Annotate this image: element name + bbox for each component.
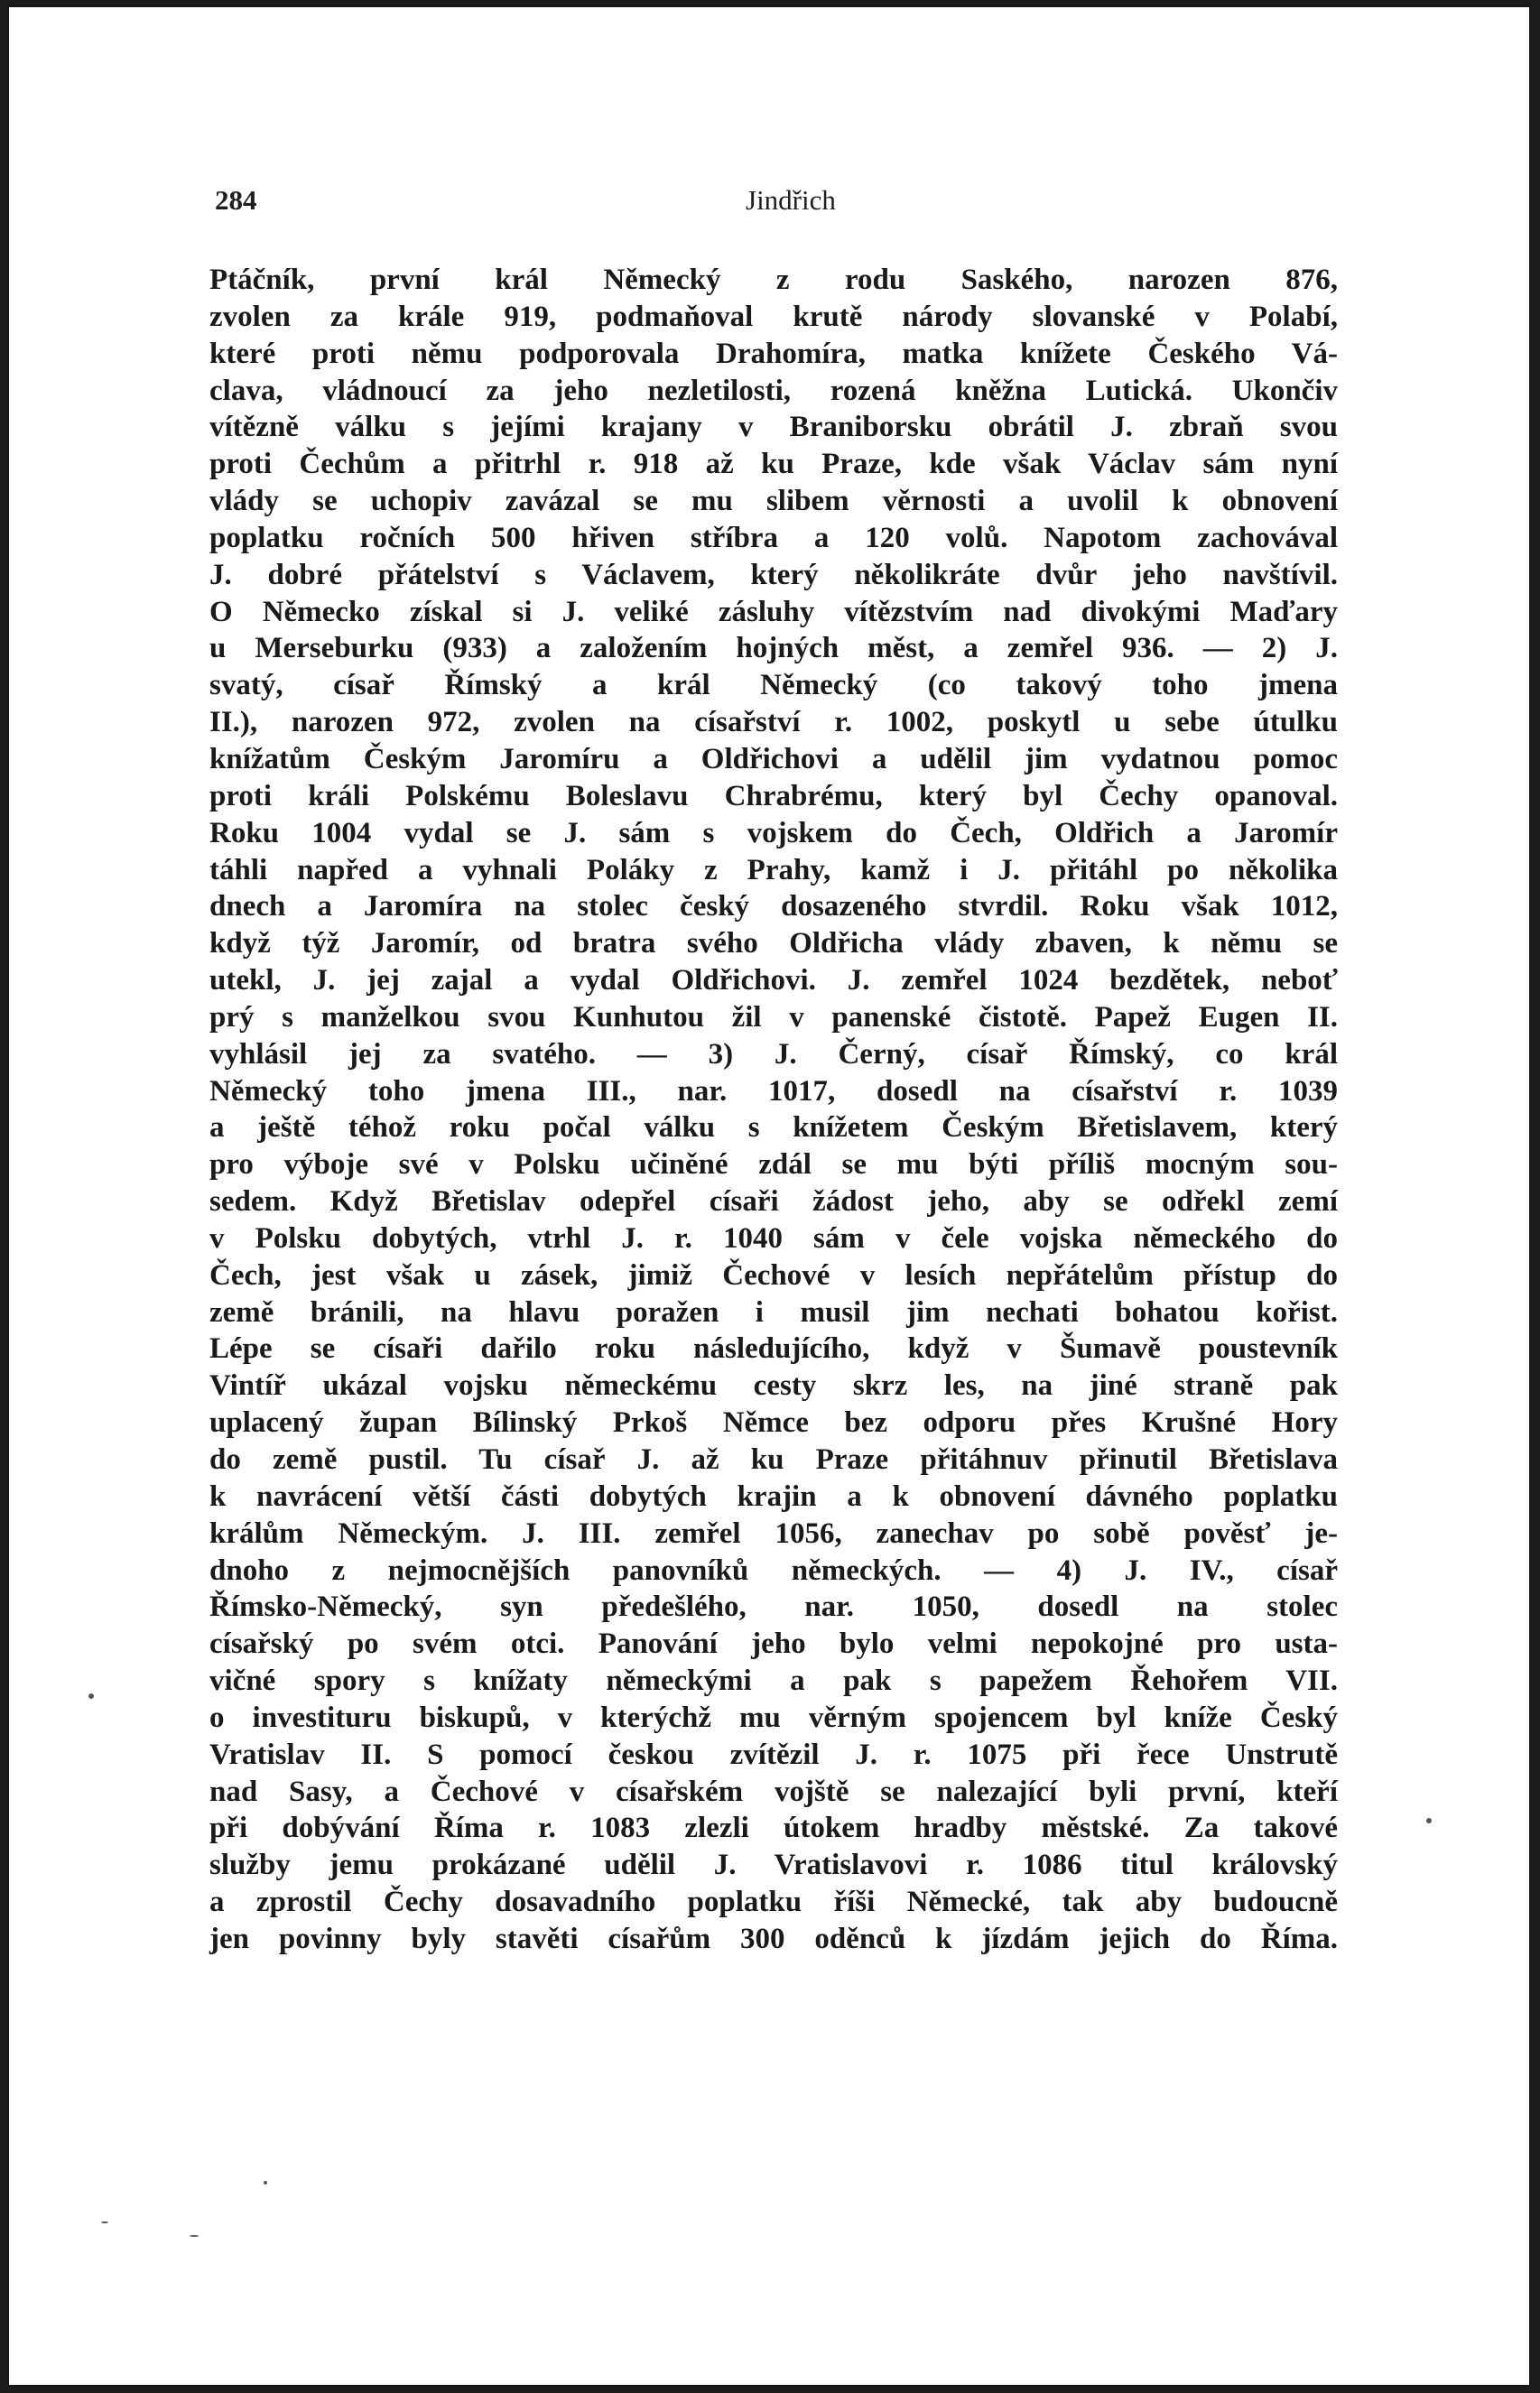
text-line: Lépe se císaři dařilo roku následujícího, když v Šumavě poustevník: [209, 1332, 1338, 1366]
text-line: sedem. Když Břetislav odepřel císaři žádost jeho, aby se odřekl zemí: [209, 1185, 1338, 1219]
text-line: J. dobré přátelství s Václavem, který několikráte dvůr jeho navštívil.: [209, 558, 1338, 591]
text-line: II.), narozen 972, zvolen na císařství r. 1002, poskytl u sebe útulku: [209, 706, 1338, 739]
text-line: císařský po svém otci. Panování jeho bylo velmi nepokojné pro usta-: [209, 1628, 1338, 1661]
text-line: o investituru biskupů, v kterýchž mu věrným spojencem byl kníže Český: [209, 1701, 1338, 1734]
text-line: utekl, J. jej zajal a vydal Oldřichovi. J. zemřel 1024 bezdětek, neboť: [209, 964, 1338, 997]
text-line: Roku 1004 vydal se J. sám s vojskem do Čech, Oldřich a Jaromír: [209, 816, 1338, 849]
page-number: 284: [215, 184, 257, 216]
text-line: pro výboje své v Polsku učiněné zdál se mu býti příliš mocným sou-: [209, 1148, 1338, 1182]
text-line: Ptáčník, první král Německý z rodu Saského, narozen 876,: [209, 264, 1338, 296]
text-line: u Merseburku (933) a založením hojných měst, a zemřel 936. — 2) J.: [209, 632, 1338, 665]
text-line: do země pustil. Tu císař J. až ku Praze přitáhnuv přinutil Břetislava: [209, 1443, 1338, 1476]
text-line: Vintíř ukázal vojsku německému cesty skrz les, na jiné straně pak: [209, 1369, 1338, 1403]
text-line: vyhlásil jej za svatého. — 3) J. Černý, císař Římský, co král: [209, 1037, 1338, 1071]
book-page: [9, 7, 1529, 2385]
text-line: clava, vládnoucí za jeho nezletilosti, rozená kněžna Lutická. Ukončiv: [209, 374, 1338, 407]
running-title: Jindřich: [746, 184, 836, 216]
text-line: králům Německým. J. III. zemřel 1056, zanechav po sobě pověsť je-: [209, 1516, 1338, 1550]
text-line: země bránili, na hlavu poražen i musil jim nechati bohatou kořist.: [209, 1295, 1338, 1329]
text-line: Vratislav II. S pomocí českou zvítězil J. r. 1075 při řece Unstrutě: [209, 1738, 1338, 1771]
text-line: dnech a Jaromíra na stolec český dosazeného stvrdil. Roku však 1012,: [209, 890, 1338, 923]
text-line: uplacený župan Bílinský Prkoš Němce bez odporu přes Krušné Hory: [209, 1406, 1338, 1440]
text-line: proti Čechům a přitrhl r. 918 až ku Praze, kde však Václav sám nyní: [209, 448, 1338, 481]
text-line: jen povinny byly stavěti císařům 300 oděnců k jízdám jejich do Říma.: [209, 1922, 1338, 1955]
text-line: k navrácení větší části dobytých krajin a k obnovení dávného poplatku: [209, 1479, 1338, 1513]
scan-speck: [190, 2235, 199, 2237]
body-text: [209, 262, 1338, 1958]
text-line: Čech, jest však u zásek, jimiž Čechové v lesích nepřátelům přístup do: [209, 1258, 1338, 1292]
text-line: vítězně válku s jejími krajany v Braniborsku obrátil J. zbraň svou: [209, 411, 1338, 444]
scan-speck: [88, 1693, 94, 1699]
text-line: proti králi Polskému Boleslavu Chrabrému, který byl Čechy opanoval.: [209, 779, 1338, 812]
text-line: poplatku ročních 500 hřiven stříbra a 120 volů. Napotom zachovával: [209, 521, 1338, 554]
running-head: [215, 184, 1336, 220]
text-line: knížatům Českým Jaromíru a Oldřichovi a udělil jim vydatnou pomoc: [209, 742, 1338, 775]
text-line: dnoho z nejmocnějších panovníků německých. — 4) J. IV., císař: [209, 1554, 1338, 1587]
text-line: prý s manželkou svou Kunhutou žil v panenské čistotě. Papež Eugen II.: [209, 1000, 1338, 1034]
text-line: a ještě téhož roku počal válku s knížetem Českým Břetislavem, který: [209, 1111, 1338, 1145]
text-line: a zprostil Čechy dosavadního poplatku říši Německé, tak aby budoucně: [209, 1886, 1338, 1919]
text-line: vičné spory s knížaty německými a pak s papežem Řehořem VII.: [209, 1665, 1338, 1698]
scan-speck: [264, 2181, 267, 2184]
text-line: v Polsku dobytých, vtrhl J. r. 1040 sám v čele vojska německého do: [209, 1221, 1338, 1255]
text-line: služby jemu prokázané udělil J. Vratislavovi r. 1086 titul královský: [209, 1849, 1338, 1882]
text-line: O Německo získal si J. veliké zásluhy vítězstvím nad divokými Maďary: [209, 595, 1338, 628]
text-line: při dobývání Říma r. 1083 zlezli útokem hradby městské. Za takové: [209, 1812, 1338, 1845]
text-line: táhli napřed a vyhnali Poláky z Prahy, kamž i J. přitáhl po několika: [209, 853, 1338, 886]
scan-speck: [101, 2221, 108, 2223]
text-line: Římsko-Německý, syn předešlého, nar. 1050, dosedl na stolec: [209, 1591, 1338, 1624]
text-line: zvolen za krále 919, podmaňoval krutě národy slovanské v Polabí,: [209, 300, 1338, 333]
scan-speck: [1426, 1818, 1432, 1823]
text-line: když týž Jaromír, od bratra svého Oldřicha vlády zbaven, k němu se: [209, 927, 1338, 960]
text-line: Německý toho jmena III., nar. 1017, dosedl na císařství r. 1039: [209, 1074, 1338, 1108]
text-line: vlády se uchopiv zavázal se mu slibem věrnosti a uvolil k obnovení: [209, 485, 1338, 518]
text-line: svatý, císař Římský a král Německý (co takový toho jmena: [209, 669, 1338, 702]
text-line: nad Sasy, a Čechové v císařském vojště se nalezající byli první, kteří: [209, 1775, 1338, 1808]
text-line: které proti němu podporovala Drahomíra, matka knížete Českého Vá-: [209, 337, 1338, 370]
